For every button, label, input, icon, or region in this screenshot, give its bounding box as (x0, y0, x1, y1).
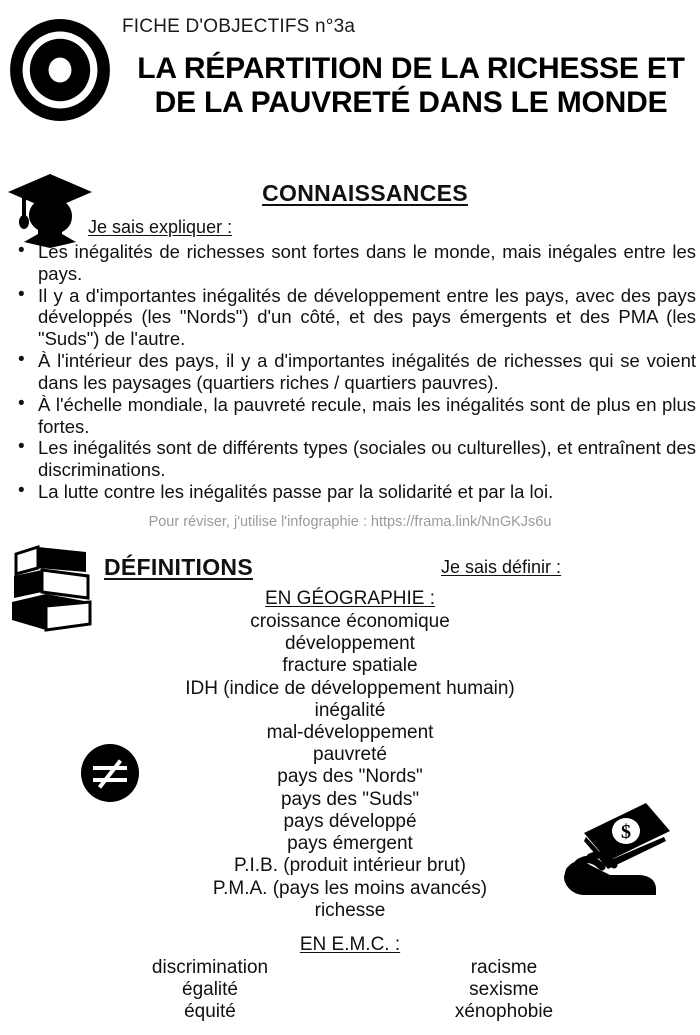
list-item: richesse (314, 899, 386, 921)
list-item: • Les inégalités sont de différents types (sociales ou culturelles), et entraînent des discriminations. (16, 437, 696, 481)
not-equal-icon (80, 743, 140, 803)
document-header (0, 0, 700, 168)
list-item: P.M.A. (pays les moins avancés) (212, 877, 488, 899)
list-item: xénophobie (454, 1001, 554, 1023)
list-item: mal-développement (266, 722, 434, 744)
list-item: • Les inégalités de richesses sont fortes dans le monde, mais inégales entre les pays. (16, 241, 696, 285)
list-item: fracture spatiale (282, 655, 418, 677)
list-item: pays des "Nords" (277, 766, 423, 788)
list-item: pays émergent (287, 833, 413, 855)
list-item: pays des "Suds" (280, 788, 420, 810)
list-item: • La lutte contre les inégalités passe par la solidarité et par la loi. (16, 481, 696, 503)
list-item: P.I.B. (produit intérieur brut) (234, 855, 466, 877)
list-item: racisme (470, 957, 538, 978)
list-item: pauvreté (313, 744, 387, 766)
list-item: pays développé (283, 810, 417, 832)
list-item: sexisme (469, 979, 539, 1001)
svg-text:$: $ (621, 820, 631, 843)
emc-term-list-left (112, 957, 308, 1024)
graduate-cap-icon (6, 172, 94, 248)
list-item: développement (285, 633, 415, 655)
definitions-section (0, 544, 700, 1035)
document-kicker: FICHE D'OBJECTIFS n°3a (122, 16, 356, 37)
target-icon (8, 18, 112, 122)
knowledge-section-title: CONNAISSANCES (262, 180, 468, 206)
money-in-hand-icon (560, 797, 680, 897)
emc-subsection (0, 934, 700, 1035)
emc-term-columns (0, 957, 700, 1035)
list-item: inégalité (314, 699, 386, 721)
list-item: équité (184, 1001, 236, 1023)
list-item: croissance économique (250, 610, 450, 632)
revision-link-note: Pour réviser, j'utilise l'infographie : https://frama.link/NnGKJs6u (148, 513, 552, 530)
page-title: LA RÉPARTITION DE LA RICHESSE ET DE LA PAUVRETÉ DANS LE MONDE (137, 52, 685, 119)
geography-subheading: EN GÉOGRAPHIE : (265, 587, 435, 609)
definitions-section-title: DÉFINITIONS (104, 553, 253, 580)
emc-term-list-right (406, 957, 602, 1024)
list-item: égalité (182, 979, 238, 1001)
knowledge-bullet-list (0, 241, 700, 503)
list-item: • À l'intérieur des pays, il y a d'importantes inégalités de richesses qui se voient dans les paysages (quartiers riches / quartiers pauvres). (16, 350, 696, 394)
list-item: • À l'échelle mondiale, la pauvreté recule, mais les inégalités sont de plus en plus fortes. (16, 394, 696, 438)
knowledge-cue: Je sais expliquer : (88, 217, 233, 237)
definitions-header-row (0, 544, 700, 586)
list-item: • Il y a d'importantes inégalités de développement entre les pays, avec des pays développés (les "Nords") d'un côté, et des pays émergents et des PMA (les "Suds") de l'autre. (16, 285, 696, 350)
list-item: discrimination (151, 957, 269, 978)
knowledge-section (0, 168, 700, 530)
emc-subheading: EN E.M.C. : (299, 934, 401, 955)
list-item: IDH (indice de développement humain) (185, 677, 515, 699)
definitions-cue: Je sais définir : (441, 556, 562, 577)
